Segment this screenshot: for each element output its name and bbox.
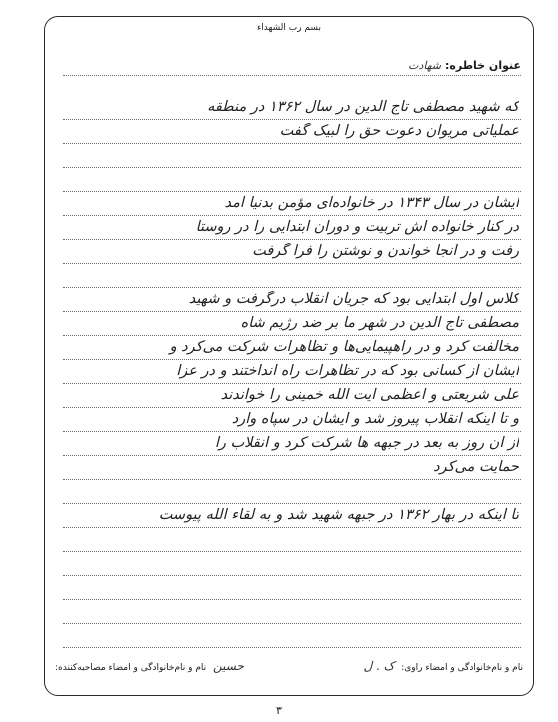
ruled-line xyxy=(63,455,521,456)
ruled-line xyxy=(63,75,521,76)
handwritten-line: تا اینکه در بهار ۱۳۶۲ در جبهه شهید شد و به لقاء الله پیوست xyxy=(158,507,519,523)
handwritten-line: عملیاتی مریوان دعوت حق را لبیک گفت xyxy=(279,123,519,139)
bismillah-heading: بسم رب الشهداء xyxy=(257,23,321,33)
ruled-line xyxy=(63,263,521,264)
ruled-line xyxy=(63,575,521,576)
interviewer-field xyxy=(55,659,248,673)
ruled-line xyxy=(63,623,521,624)
interviewer-signature: حسین xyxy=(213,659,244,673)
handwritten-line: که شهید مصطفی تاج الدین در سال ۱۳۶۲ در منطقه xyxy=(207,99,519,115)
handwritten-line: ایشان از کسانی بود که در تظاهرات راه انداختند و در عزا xyxy=(176,363,519,379)
signature-footer xyxy=(55,659,523,673)
interviewee-label: نام و نام‌خانوادگی و امضاء راوی: xyxy=(401,663,523,673)
memoir-title-value: شهادت xyxy=(408,59,441,72)
handwritten-line: علی شریعتی و اعظمی آیت الله خمینی را خواندند xyxy=(220,387,519,403)
ruled-line xyxy=(63,119,521,120)
handwritten-line: در کنار خانواده اش تربیت و دوران ابتدایی را در روستا xyxy=(195,219,519,235)
ruled-line xyxy=(63,599,521,600)
page-number: ۳ xyxy=(276,704,282,717)
handwritten-line: رفت و در آنجا خواندن و نوشتن را فرا گرفت xyxy=(252,243,519,259)
ruled-line xyxy=(63,551,521,552)
ruled-line xyxy=(63,479,521,480)
ruled-line xyxy=(63,407,521,408)
handwritten-line: از آن روز به بعد در جبهه ها شرکت کرد و انقلاب را xyxy=(214,435,519,451)
ruled-line xyxy=(63,383,521,384)
handwritten-line: مصطفی تاج الدین در شهر ما بر ضد رژیم شاه xyxy=(240,315,519,331)
ruled-line xyxy=(63,287,521,288)
memoir-title-label: عنوان خاطره: xyxy=(444,59,521,72)
ruled-line xyxy=(63,431,521,432)
ruled-line xyxy=(63,191,521,192)
interviewer-label: نام و نام‌خانوادگی و امضاء مصاحبه‌کننده: xyxy=(55,663,207,673)
interviewee-signature: ک . ل xyxy=(363,659,395,673)
ruled-line xyxy=(63,311,521,312)
ruled-line xyxy=(63,335,521,336)
ruled-line xyxy=(63,143,521,144)
ruled-line xyxy=(63,647,521,648)
ruled-line xyxy=(63,239,521,240)
handwritten-line: مخالفت کرد و در راهپیمایی‌ها و تظاهرات شرکت می‌کرد و xyxy=(169,339,519,355)
handwritten-line: کلاس اول ابتدایی بود که جریان انقلاب درگرفت و شهید xyxy=(188,291,519,307)
interviewee-field xyxy=(359,659,523,673)
ruled-line xyxy=(63,503,521,504)
handwritten-line: حمایت می‌کرد xyxy=(433,459,519,475)
handwritten-line: ایشان در سال ۱۳۴۳ در خانواده‌ای مؤمن بدنیا آمد xyxy=(224,195,519,211)
handwritten-line: و تا اینکه انقلاب پیروز شد و ایشان در سپاه وارد xyxy=(231,411,519,427)
ruled-line xyxy=(63,527,521,528)
ruled-line xyxy=(63,167,521,168)
ruled-line xyxy=(63,359,521,360)
document-frame xyxy=(44,16,534,696)
ruled-line xyxy=(63,215,521,216)
